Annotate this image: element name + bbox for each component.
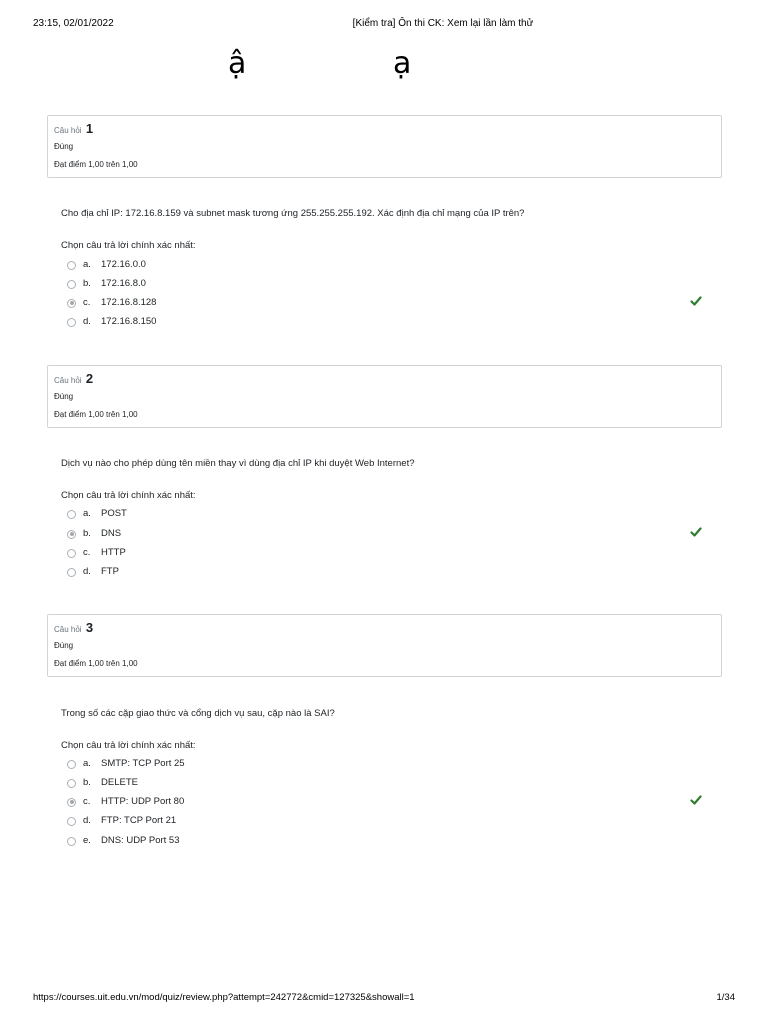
check-icon [690,526,702,538]
option-letter: a. [83,259,91,270]
question-state: Đúng [54,641,74,650]
option-letter: c. [83,547,91,558]
question-grade: Đạt điểm 1,00 trên 1,00 [54,160,138,169]
answer-option[interactable] [67,834,180,848]
radio-button[interactable] [67,510,76,519]
answer-prompt: Chọn câu trả lời chính xác nhất: [61,490,196,501]
question-text: Dịch vụ nào cho phép dùng tên miền thay vì dùng địa chỉ IP khi duyệt Web Internet? [61,458,415,469]
answer-option[interactable] [67,315,157,329]
page-url: https://courses.uit.edu.vn/mod/quiz/review.php?attempt=242772&cmid=127325&showall=1 [33,992,415,1003]
option-letter: d. [83,566,91,577]
question-label: Câu hỏi [54,126,82,135]
answer-option[interactable] [67,757,185,771]
option-text: DNS: UDP Port 53 [101,835,180,846]
option-letter: c. [83,796,91,807]
radio-button[interactable] [67,760,76,769]
radio-button[interactable] [67,779,76,788]
question-number [54,121,93,136]
question-number-value: 2 [85,371,94,386]
radio-button[interactable] [67,837,76,846]
radio-button-checked[interactable] [67,299,76,308]
question-number-value: 1 [85,121,94,136]
radio-button[interactable] [67,568,76,577]
option-text: 172.16.8.150 [101,316,157,327]
answer-option[interactable] [67,258,146,272]
large-glyph-right: ạ [393,46,412,81]
answer-option[interactable] [67,565,119,579]
question-label: Câu hỏi [54,376,82,385]
radio-button[interactable] [67,261,76,270]
radio-button[interactable] [67,817,76,826]
answer-option-selected[interactable] [67,296,157,310]
question-state: Đúng [54,142,74,151]
document-title: [Kiểm tra] Ôn thi CK: Xem lại lần làm thử [352,18,534,29]
question-number-value: 3 [85,620,94,635]
answer-option[interactable] [67,277,146,291]
radio-button[interactable] [67,280,76,289]
page-number: 1/34 [716,992,735,1003]
option-text: HTTP: UDP Port 80 [101,796,185,807]
answer-option-selected[interactable] [67,795,185,809]
question-number [54,620,93,635]
radio-button-checked[interactable] [67,530,76,539]
answer-option[interactable] [67,814,177,828]
option-text: HTTP [101,547,126,558]
option-letter: a. [83,508,91,519]
option-letter: a. [83,758,91,769]
option-text: FTP [101,566,119,577]
question-info-box [47,614,722,677]
option-text: 172.16.8.128 [101,297,157,308]
option-letter: c. [83,297,91,308]
option-letter: b. [83,777,91,788]
option-letter: b. [83,528,91,539]
question-text: Cho địa chỉ IP: 172.16.8.159 và subnet mask tương ứng 255.255.255.192. Xác định địa chỉ mạng của IP trên? [61,208,525,219]
question-state: Đúng [54,392,74,401]
check-icon [690,295,702,307]
question-info-box [47,365,722,428]
option-text: DELETE [101,777,138,788]
answer-option[interactable] [67,546,126,560]
check-icon [690,794,702,806]
question-text: Trong số các cặp giao thức và cổng dịch vụ sau, cặp nào là SAI? [61,708,335,719]
radio-button-checked[interactable] [67,798,76,807]
option-text: 172.16.8.0 [101,278,146,289]
answer-option-selected[interactable] [67,527,122,541]
option-letter: b. [83,278,91,289]
option-text: DNS [101,528,122,539]
radio-button[interactable] [67,549,76,558]
answer-prompt: Chọn câu trả lời chính xác nhất: [61,740,196,751]
print-header [0,18,768,32]
option-letter: e. [83,835,91,846]
large-glyph-left: ậ [228,46,247,81]
question-number [54,371,93,386]
option-text: POST [101,508,127,519]
option-letter: d. [83,815,91,826]
print-timestamp: 23:15, 02/01/2022 [33,18,114,29]
option-letter: d. [83,316,91,327]
question-grade: Đạt điểm 1,00 trên 1,00 [54,410,138,419]
option-text: FTP: TCP Port 21 [101,815,177,826]
option-text: SMTP: TCP Port 25 [101,758,185,769]
option-text: 172.16.0.0 [101,259,146,270]
answer-prompt: Chọn câu trả lời chính xác nhất: [61,240,196,251]
radio-button[interactable] [67,318,76,327]
question-grade: Đạt điểm 1,00 trên 1,00 [54,659,138,668]
question-info-box [47,115,722,178]
answer-option[interactable] [67,776,138,790]
answer-option[interactable] [67,507,127,521]
question-label: Câu hỏi [54,625,82,634]
